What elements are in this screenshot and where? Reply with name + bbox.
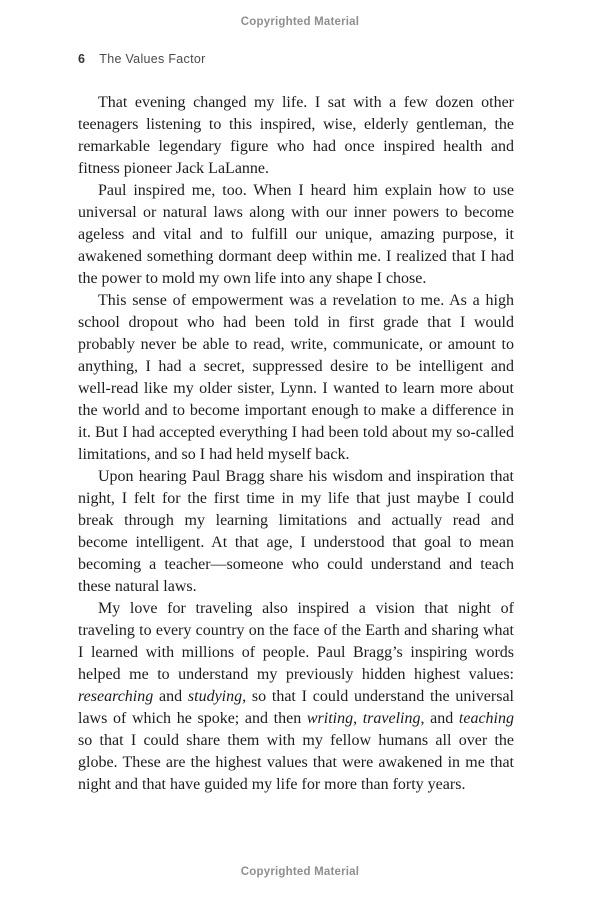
page-header xyxy=(78,52,206,66)
text-segment: , so that I could understand the universal laws of which he spoke; and then xyxy=(78,688,514,727)
text-segment: Upon hearing Paul Bragg share his wisdom and inspiration that night, I felt for the first time in my life that just maybe I could break through my learning limitations and actually read and become intelligent. At that age, I understood that goal to mean becoming a teacher—someone who could understand and teach these natural laws. xyxy=(78,468,514,595)
paragraph xyxy=(78,466,514,598)
text-segment: , xyxy=(353,710,363,727)
italic-text-segment: studying xyxy=(187,688,243,705)
paragraph xyxy=(78,598,514,796)
text-segment: That evening changed my life. I sat with a few dozen other teenagers listening to this inspired, wise, elderly gentleman, the remarkable legendary figure who had once inspired health and fitness pioneer Jack LaLanne. xyxy=(78,94,514,177)
text-segment: This sense of empowerment was a revelation to me. As a high school dropout who had been told in first grade that I would probably never be able to read, write, communicate, or amount to anything, I had a secret, suppressed desire to be intelligent and well-read like my older sister, Lynn. I wanted to learn more about the world and to become important enough to make a difference in it. But I had accepted everything I had been told about my so-called limitations, and so I had held myself back. xyxy=(78,292,514,463)
text-segment: My love for traveling also inspired a vision that night of traveling to every country on the face of the Earth and sharing what I learned with millions of people. Paul Bragg’s inspiring words helped me to understand my previously hidden highest values: xyxy=(78,600,514,683)
paragraph xyxy=(78,92,514,180)
italic-text-segment: researching xyxy=(78,688,154,705)
italic-text-segment: teaching xyxy=(458,710,514,727)
text-segment: , and xyxy=(420,710,459,727)
paragraph xyxy=(78,180,514,290)
italic-text-segment: traveling xyxy=(362,710,421,727)
italic-text-segment: writing xyxy=(306,710,354,727)
text-segment: so that I could share them with my fellow humans all over the globe. These are the highest values that were awakened in me that night and that have guided my life for more than forty years. xyxy=(78,732,514,793)
paragraph xyxy=(78,290,514,466)
copyright-notice-top: Copyrighted Material xyxy=(240,16,360,28)
page-number: 6 xyxy=(78,52,86,66)
page-body xyxy=(78,92,514,796)
text-segment: and xyxy=(153,688,188,705)
text-segment: Paul inspired me, too. When I heard him explain how to use universal or natural laws along with our inner powers to become ageless and vital and to fulfill our unique, amazing purpose, it awakened something dormant deep within me. I realized that I had the power to mold my own life into any shape I chose. xyxy=(78,182,514,287)
copyright-notice-bottom: Copyrighted Material xyxy=(240,866,360,878)
running-title: The Values Factor xyxy=(99,52,206,66)
